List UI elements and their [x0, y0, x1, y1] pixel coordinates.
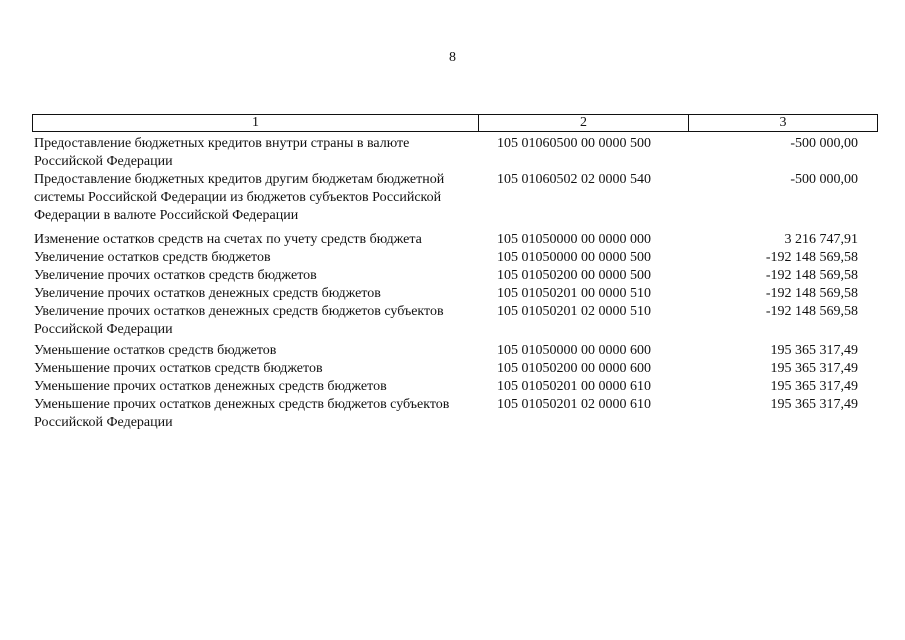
row-code: 105 01050201 02 0000 610	[497, 397, 651, 412]
row-description: Увеличение прочих остатков средств бюджетов	[34, 268, 317, 283]
row-code: 105 01050000 00 0000 600	[497, 343, 651, 358]
row-amount: 195 365 317,49	[770, 361, 858, 376]
table-row	[34, 135, 862, 171]
table-row	[34, 360, 862, 378]
row-description: Уменьшение прочих остатков денежных средств бюджетов	[34, 379, 387, 394]
table-row	[34, 171, 862, 225]
row-code: 105 01060500 00 0000 500	[497, 136, 651, 151]
table-row	[34, 303, 862, 339]
table-row	[34, 342, 862, 360]
table-row	[34, 396, 862, 432]
row-amount: -192 148 569,58	[765, 250, 858, 265]
page-number: 8	[449, 50, 456, 65]
row-amount: -192 148 569,58	[765, 268, 858, 283]
row-amount: 195 365 317,49	[770, 397, 858, 412]
row-description: Предоставление бюджетных кредитов внутри страны в валюте Российской Федерации	[34, 136, 410, 169]
row-code: 105 01050200 00 0000 500	[497, 268, 651, 283]
row-description: Уменьшение прочих остатков средств бюджетов	[34, 361, 323, 376]
header-col-3: 3	[779, 115, 787, 130]
row-code: 105 01050000 00 0000 000	[497, 232, 651, 247]
row-code: 105 01050000 00 0000 500	[497, 250, 651, 265]
table-body	[34, 135, 862, 432]
row-description: Увеличение прочих остатков денежных средств бюджетов субъектов Российской Федерации	[34, 304, 444, 337]
row-code: 105 01050201 02 0000 510	[497, 304, 651, 319]
row-description: Уменьшение прочих остатков денежных средств бюджетов субъектов Российской Федерации	[34, 397, 450, 430]
row-amount: -500 000,00	[790, 172, 858, 187]
row-amount: -500 000,00	[790, 136, 858, 151]
row-description: Увеличение остатков средств бюджетов	[34, 250, 271, 265]
table-header	[32, 114, 878, 132]
row-description: Предоставление бюджетных кредитов другим бюджетам бюджетной системы Российской Федерации из бюджетов субъектов Российской Федерации в валюте Российской Федерации	[34, 172, 445, 223]
header-col-1: 1	[33, 115, 479, 131]
row-code: 105 01050201 00 0000 610	[497, 379, 651, 394]
row-code: 105 01060502 02 0000 540	[497, 172, 651, 187]
row-description: Увеличение прочих остатков денежных средств бюджетов	[34, 286, 381, 301]
row-amount: 195 365 317,49	[770, 379, 858, 394]
row-amount: -192 148 569,58	[765, 304, 858, 319]
table-row	[34, 267, 862, 285]
table-row	[34, 249, 862, 267]
row-code: 105 01050201 00 0000 510	[497, 286, 651, 301]
row-amount: -192 148 569,58	[765, 286, 858, 301]
row-amount: 195 365 317,49	[770, 343, 858, 358]
row-description: Изменение остатков средств на счетах по учету средств бюджета	[34, 232, 422, 247]
header-col-2: 2	[479, 115, 689, 131]
table-row	[34, 378, 862, 396]
row-amount: 3 216 747,91	[784, 232, 858, 247]
row-code: 105 01050200 00 0000 600	[497, 361, 651, 376]
table-row	[34, 231, 862, 249]
table-row	[34, 285, 862, 303]
row-description: Уменьшение остатков средств бюджетов	[34, 343, 277, 358]
